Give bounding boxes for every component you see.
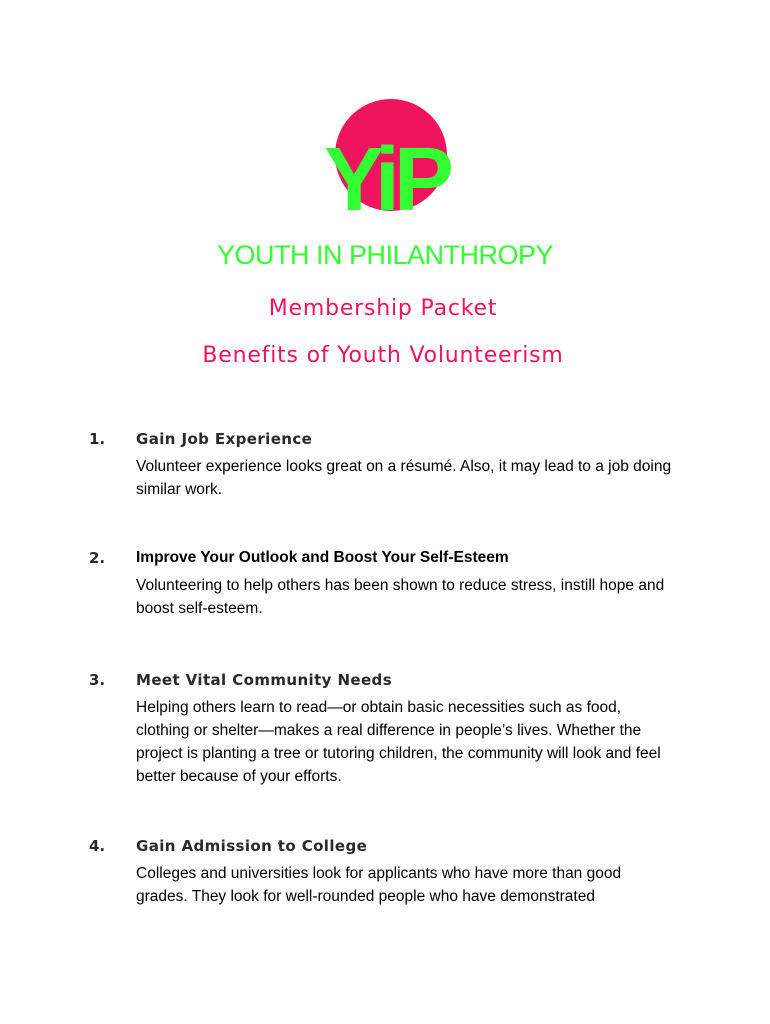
benefit-body: Colleges and universities look for applicants who have more than good grades. They look for well-rounded people who have demonstrated — [136, 865, 622, 905]
benefit-number: 4. — [89, 837, 106, 855]
benefit-number: 1. — [89, 430, 106, 448]
benefit-heading: Meet Vital Community Needs — [136, 671, 393, 689]
benefit-body: Volunteer experience looks great on a résumé. Also, it may lead to a job doing similar work. — [136, 458, 672, 498]
benefit-body: Helping others learn to read—or obtain basic necessities such as food, clothing or shelter—makes a real difference in people’s lives. Whether the project is planting a tree or tutoring children, the community will look and feel better because of your efforts. — [136, 699, 661, 785]
benefit-heading: Improve Your Outlook and Boost Your Self-Esteem — [136, 549, 509, 566]
benefit-heading: Gain Job Experience — [136, 430, 313, 448]
benefit-number: 3. — [89, 671, 106, 689]
benefit-number: 2. — [89, 549, 106, 567]
org-name: YOUTH IN PHILANTHROPY — [216, 240, 554, 270]
benefit-heading: Gain Admission to College — [136, 837, 368, 855]
logo-text: YiP — [324, 130, 448, 222]
benefit-body: Volunteering to help others has been shown to reduce stress, instill hope and boost self-esteem. — [136, 577, 665, 617]
yip-logo — [306, 98, 466, 222]
page-title: Membership Packet — [268, 296, 498, 321]
page-subtitle: Benefits of Youth Volunteerism — [202, 343, 564, 368]
